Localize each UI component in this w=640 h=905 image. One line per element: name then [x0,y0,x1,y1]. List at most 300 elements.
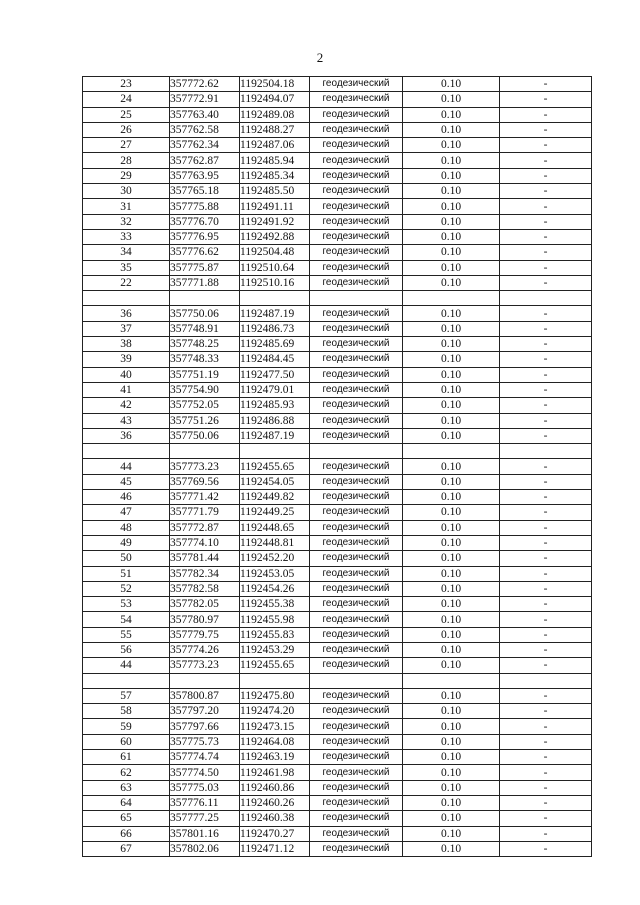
y-coordinate-cell: 1192455.98 [240,612,310,627]
x-coordinate-cell: 357774.50 [170,765,240,780]
point-number-cell: 48 [83,520,170,535]
y-coordinate-cell: 1192477.50 [240,367,310,382]
table-row [83,321,592,336]
y-coordinate-cell: 1192486.73 [240,321,310,336]
point-number-cell: 53 [83,597,170,612]
point-number-cell: 57 [83,688,170,703]
x-coordinate-cell: 357775.87 [170,260,240,275]
point-number-cell: 24 [83,92,170,107]
note-cell: - [500,474,592,489]
method-cell: геодезический [310,704,403,719]
x-coordinate-cell: 357800.87 [170,688,240,703]
note-cell: - [500,398,592,413]
table-row [83,229,592,244]
accuracy-cell: 0.10 [403,199,500,214]
point-number-cell: 56 [83,642,170,657]
table-row [83,719,592,734]
accuracy-cell: 0.10 [403,826,500,841]
method-cell: геодезический [310,795,403,810]
point-number-cell: 36 [83,428,170,443]
accuracy-cell: 0.10 [403,184,500,199]
note-cell: - [500,92,592,107]
note-cell: - [500,184,592,199]
method-cell: геодезический [310,642,403,657]
method-cell: геодезический [310,184,403,199]
x-coordinate-cell: 357754.90 [170,382,240,397]
accuracy-cell: 0.10 [403,658,500,673]
accuracy-cell: 0.10 [403,688,500,703]
note-cell: - [500,214,592,229]
x-coordinate-cell: 357771.88 [170,275,240,290]
point-number-cell: 64 [83,795,170,810]
method-cell: геодезический [310,153,403,168]
x-coordinate-cell: 357763.40 [170,107,240,122]
method-cell: геодезический [310,551,403,566]
method-cell: геодезический [310,505,403,520]
accuracy-cell: 0.10 [403,795,500,810]
x-coordinate-cell: 357773.23 [170,459,240,474]
accuracy-cell: 0.10 [403,581,500,596]
point-number-cell: 63 [83,780,170,795]
table-row [83,627,592,642]
x-coordinate-cell [170,444,240,459]
note-cell: - [500,352,592,367]
y-coordinate-cell: 1192491.11 [240,199,310,214]
method-cell: геодезический [310,581,403,596]
note-cell: - [500,306,592,321]
table-row [83,184,592,199]
accuracy-cell: 0.10 [403,627,500,642]
point-number-cell: 58 [83,704,170,719]
x-coordinate-cell: 357751.19 [170,367,240,382]
table-row [83,795,592,810]
y-coordinate-cell: 1192449.82 [240,490,310,505]
table-row [83,826,592,841]
method-cell: геодезический [310,750,403,765]
y-coordinate-cell: 1192449.25 [240,505,310,520]
accuracy-cell: 0.10 [403,750,500,765]
point-number-cell: 41 [83,382,170,397]
x-coordinate-cell: 357802.06 [170,841,240,856]
note-cell: - [500,551,592,566]
y-coordinate-cell: 1192473.15 [240,719,310,734]
method-cell [310,291,403,306]
method-cell: геодезический [310,658,403,673]
method-cell: геодезический [310,199,403,214]
method-cell: геодезический [310,77,403,92]
point-number-cell: 27 [83,138,170,153]
accuracy-cell: 0.10 [403,811,500,826]
x-coordinate-cell: 357763.95 [170,168,240,183]
method-cell: геодезический [310,229,403,244]
point-number-cell: 50 [83,551,170,566]
x-coordinate-cell: 357762.58 [170,122,240,137]
y-coordinate-cell: 1192485.93 [240,398,310,413]
x-coordinate-cell: 357751.26 [170,413,240,428]
accuracy-cell: 0.10 [403,321,500,336]
point-number-cell: 67 [83,841,170,856]
point-number-cell: 46 [83,490,170,505]
method-cell [310,673,403,688]
x-coordinate-cell: 357771.79 [170,505,240,520]
y-coordinate-cell: 1192485.34 [240,168,310,183]
note-cell: - [500,520,592,535]
table-row [83,367,592,382]
x-coordinate-cell: 357776.62 [170,245,240,260]
method-cell [310,444,403,459]
method-cell: геодезический [310,780,403,795]
x-coordinate-cell: 357771.42 [170,490,240,505]
point-number-cell: 51 [83,566,170,581]
accuracy-cell: 0.10 [403,551,500,566]
table-row [83,77,592,92]
table-row [83,92,592,107]
table-row [83,428,592,443]
table-row [83,337,592,352]
y-coordinate-cell: 1192453.05 [240,566,310,581]
method-cell: геодезический [310,841,403,856]
x-coordinate-cell [170,291,240,306]
accuracy-cell: 0.10 [403,367,500,382]
table-row [83,199,592,214]
accuracy-cell: 0.10 [403,382,500,397]
accuracy-cell: 0.10 [403,275,500,290]
note-cell: - [500,597,592,612]
y-coordinate-cell: 1192489.08 [240,107,310,122]
note-cell: - [500,428,592,443]
method-cell: геодезический [310,398,403,413]
method-cell: геодезический [310,122,403,137]
coordinates-table [82,76,592,857]
accuracy-cell: 0.10 [403,612,500,627]
table-row [83,168,592,183]
table-row [83,459,592,474]
note-cell: - [500,811,592,826]
point-number-cell: 34 [83,245,170,260]
method-cell: геодезический [310,92,403,107]
table-row [83,688,592,703]
coordinates-table-body [83,77,592,857]
note-cell: - [500,229,592,244]
table-row [83,780,592,795]
y-coordinate-cell: 1192460.38 [240,811,310,826]
accuracy-cell: 0.10 [403,505,500,520]
accuracy-cell: 0.10 [403,245,500,260]
x-coordinate-cell: 357773.23 [170,658,240,673]
accuracy-cell: 0.10 [403,138,500,153]
table-row [83,291,592,306]
method-cell: геодезический [310,490,403,505]
table-row [83,490,592,505]
accuracy-cell: 0.10 [403,77,500,92]
y-coordinate-cell: 1192453.29 [240,642,310,657]
note-cell: - [500,107,592,122]
point-number-cell: 38 [83,337,170,352]
accuracy-cell: 0.10 [403,428,500,443]
accuracy-cell: 0.10 [403,535,500,550]
point-number-cell [83,444,170,459]
accuracy-cell: 0.10 [403,734,500,749]
point-number-cell: 33 [83,229,170,244]
method-cell: геодезический [310,566,403,581]
y-coordinate-cell: 1192452.20 [240,551,310,566]
accuracy-cell: 0.10 [403,780,500,795]
note-cell: - [500,795,592,810]
note-cell: - [500,459,592,474]
method-cell: геодезический [310,612,403,627]
note-cell: - [500,505,592,520]
table-row [83,566,592,581]
method-cell: геодезический [310,245,403,260]
accuracy-cell: 0.10 [403,413,500,428]
point-number-cell: 29 [83,168,170,183]
y-coordinate-cell: 1192504.48 [240,245,310,260]
method-cell: геодезический [310,474,403,489]
point-number-cell: 37 [83,321,170,336]
accuracy-cell: 0.10 [403,597,500,612]
method-cell: геодезический [310,168,403,183]
page-number: 2 [316,50,324,65]
point-number-cell: 65 [83,811,170,826]
table-row [83,658,592,673]
accuracy-cell: 0.10 [403,642,500,657]
y-coordinate-cell: 1192475.80 [240,688,310,703]
accuracy-cell: 0.10 [403,122,500,137]
method-cell: геодезический [310,214,403,229]
note-cell: - [500,199,592,214]
x-coordinate-cell: 357748.91 [170,321,240,336]
note-cell: - [500,260,592,275]
table-row [83,505,592,520]
note-cell: - [500,627,592,642]
accuracy-cell: 0.10 [403,352,500,367]
note-cell: - [500,719,592,734]
table-row [83,520,592,535]
note-cell: - [500,750,592,765]
note-cell: - [500,841,592,856]
y-coordinate-cell: 1192455.38 [240,597,310,612]
table-row [83,444,592,459]
y-coordinate-cell: 1192454.05 [240,474,310,489]
accuracy-cell: 0.10 [403,92,500,107]
accuracy-cell [403,291,500,306]
table-row [83,306,592,321]
y-coordinate-cell [240,673,310,688]
method-cell: геодезический [310,107,403,122]
x-coordinate-cell: 357801.16 [170,826,240,841]
note-cell [500,291,592,306]
x-coordinate-cell: 357781.44 [170,551,240,566]
accuracy-cell: 0.10 [403,474,500,489]
point-number-cell: 49 [83,535,170,550]
x-coordinate-cell: 357776.95 [170,229,240,244]
point-number-cell: 54 [83,612,170,627]
x-coordinate-cell: 357774.26 [170,642,240,657]
point-number-cell: 52 [83,581,170,596]
accuracy-cell: 0.10 [403,765,500,780]
y-coordinate-cell: 1192492.88 [240,229,310,244]
note-cell: - [500,581,592,596]
point-number-cell: 39 [83,352,170,367]
note-cell: - [500,658,592,673]
table-row [83,811,592,826]
point-number-cell: 61 [83,750,170,765]
point-number-cell: 43 [83,413,170,428]
y-coordinate-cell: 1192488.27 [240,122,310,137]
y-coordinate-cell: 1192454.26 [240,581,310,596]
method-cell: геодезический [310,535,403,550]
x-coordinate-cell: 357775.03 [170,780,240,795]
x-coordinate-cell: 357797.66 [170,719,240,734]
table-row [83,107,592,122]
accuracy-cell: 0.10 [403,490,500,505]
table-row [83,382,592,397]
point-number-cell: 66 [83,826,170,841]
accuracy-cell: 0.10 [403,704,500,719]
table-row [83,352,592,367]
note-cell: - [500,566,592,581]
x-coordinate-cell: 357777.25 [170,811,240,826]
table-row [83,275,592,290]
point-number-cell: 42 [83,398,170,413]
x-coordinate-cell: 357762.87 [170,153,240,168]
y-coordinate-cell: 1192510.16 [240,275,310,290]
note-cell: - [500,826,592,841]
table-row [83,841,592,856]
x-coordinate-cell: 357797.20 [170,704,240,719]
x-coordinate-cell: 357776.70 [170,214,240,229]
method-cell: геодезический [310,260,403,275]
x-coordinate-cell: 357748.33 [170,352,240,367]
accuracy-cell: 0.10 [403,260,500,275]
point-number-cell: 59 [83,719,170,734]
table-row [83,245,592,260]
table-row [83,551,592,566]
accuracy-cell: 0.10 [403,337,500,352]
y-coordinate-cell: 1192464.08 [240,734,310,749]
accuracy-cell: 0.10 [403,398,500,413]
x-coordinate-cell: 357750.06 [170,306,240,321]
point-number-cell: 28 [83,153,170,168]
accuracy-cell: 0.10 [403,520,500,535]
method-cell: геодезический [310,138,403,153]
accuracy-cell: 0.10 [403,306,500,321]
x-coordinate-cell: 357772.91 [170,92,240,107]
point-number-cell: 60 [83,734,170,749]
method-cell: геодезический [310,459,403,474]
y-coordinate-cell: 1192479.01 [240,382,310,397]
point-number-cell: 25 [83,107,170,122]
table-row [83,398,592,413]
y-coordinate-cell: 1192460.26 [240,795,310,810]
method-cell: геодезический [310,597,403,612]
note-cell: - [500,337,592,352]
method-cell: геодезический [310,306,403,321]
note-cell: - [500,77,592,92]
point-number-cell [83,673,170,688]
table-row [83,122,592,137]
y-coordinate-cell: 1192455.65 [240,658,310,673]
note-cell [500,673,592,688]
note-cell: - [500,535,592,550]
point-number-cell: 40 [83,367,170,382]
note-cell: - [500,275,592,290]
note-cell: - [500,612,592,627]
method-cell: геодезический [310,352,403,367]
note-cell: - [500,122,592,137]
x-coordinate-cell: 357762.34 [170,138,240,153]
method-cell: геодезический [310,413,403,428]
method-cell: геодезический [310,765,403,780]
note-cell: - [500,765,592,780]
y-coordinate-cell: 1192460.86 [240,780,310,795]
note-cell: - [500,138,592,153]
point-number-cell: 36 [83,306,170,321]
point-number-cell: 62 [83,765,170,780]
table-row [83,214,592,229]
x-coordinate-cell: 357775.73 [170,734,240,749]
note-cell: - [500,642,592,657]
x-coordinate-cell: 357765.18 [170,184,240,199]
y-coordinate-cell: 1192485.94 [240,153,310,168]
point-number-cell: 31 [83,199,170,214]
y-coordinate-cell: 1192463.19 [240,750,310,765]
table-row [83,704,592,719]
y-coordinate-cell: 1192474.20 [240,704,310,719]
y-coordinate-cell: 1192461.98 [240,765,310,780]
table-row [83,597,592,612]
x-coordinate-cell: 357772.87 [170,520,240,535]
table-row [83,750,592,765]
x-coordinate-cell: 357769.56 [170,474,240,489]
y-coordinate-cell: 1192448.65 [240,520,310,535]
note-cell: - [500,734,592,749]
method-cell: геодезический [310,367,403,382]
table-row [83,642,592,657]
note-cell: - [500,382,592,397]
x-coordinate-cell: 357776.11 [170,795,240,810]
note-cell: - [500,367,592,382]
accuracy-cell: 0.10 [403,459,500,474]
x-coordinate-cell [170,673,240,688]
y-coordinate-cell: 1192484.45 [240,352,310,367]
table-row [83,673,592,688]
point-number-cell: 44 [83,658,170,673]
accuracy-cell: 0.10 [403,229,500,244]
y-coordinate-cell: 1192494.07 [240,92,310,107]
note-cell: - [500,704,592,719]
point-number-cell: 47 [83,505,170,520]
point-number-cell: 30 [83,184,170,199]
accuracy-cell: 0.10 [403,153,500,168]
table-row [83,260,592,275]
point-number-cell [83,291,170,306]
y-coordinate-cell: 1192510.64 [240,260,310,275]
method-cell: геодезический [310,275,403,290]
point-number-cell: 23 [83,77,170,92]
accuracy-cell: 0.10 [403,214,500,229]
x-coordinate-cell: 357772.62 [170,77,240,92]
method-cell: геодезический [310,382,403,397]
y-coordinate-cell [240,291,310,306]
accuracy-cell [403,673,500,688]
y-coordinate-cell: 1192448.81 [240,535,310,550]
method-cell: геодезический [310,811,403,826]
method-cell: геодезический [310,826,403,841]
y-coordinate-cell: 1192455.65 [240,459,310,474]
accuracy-cell: 0.10 [403,168,500,183]
y-coordinate-cell [240,444,310,459]
